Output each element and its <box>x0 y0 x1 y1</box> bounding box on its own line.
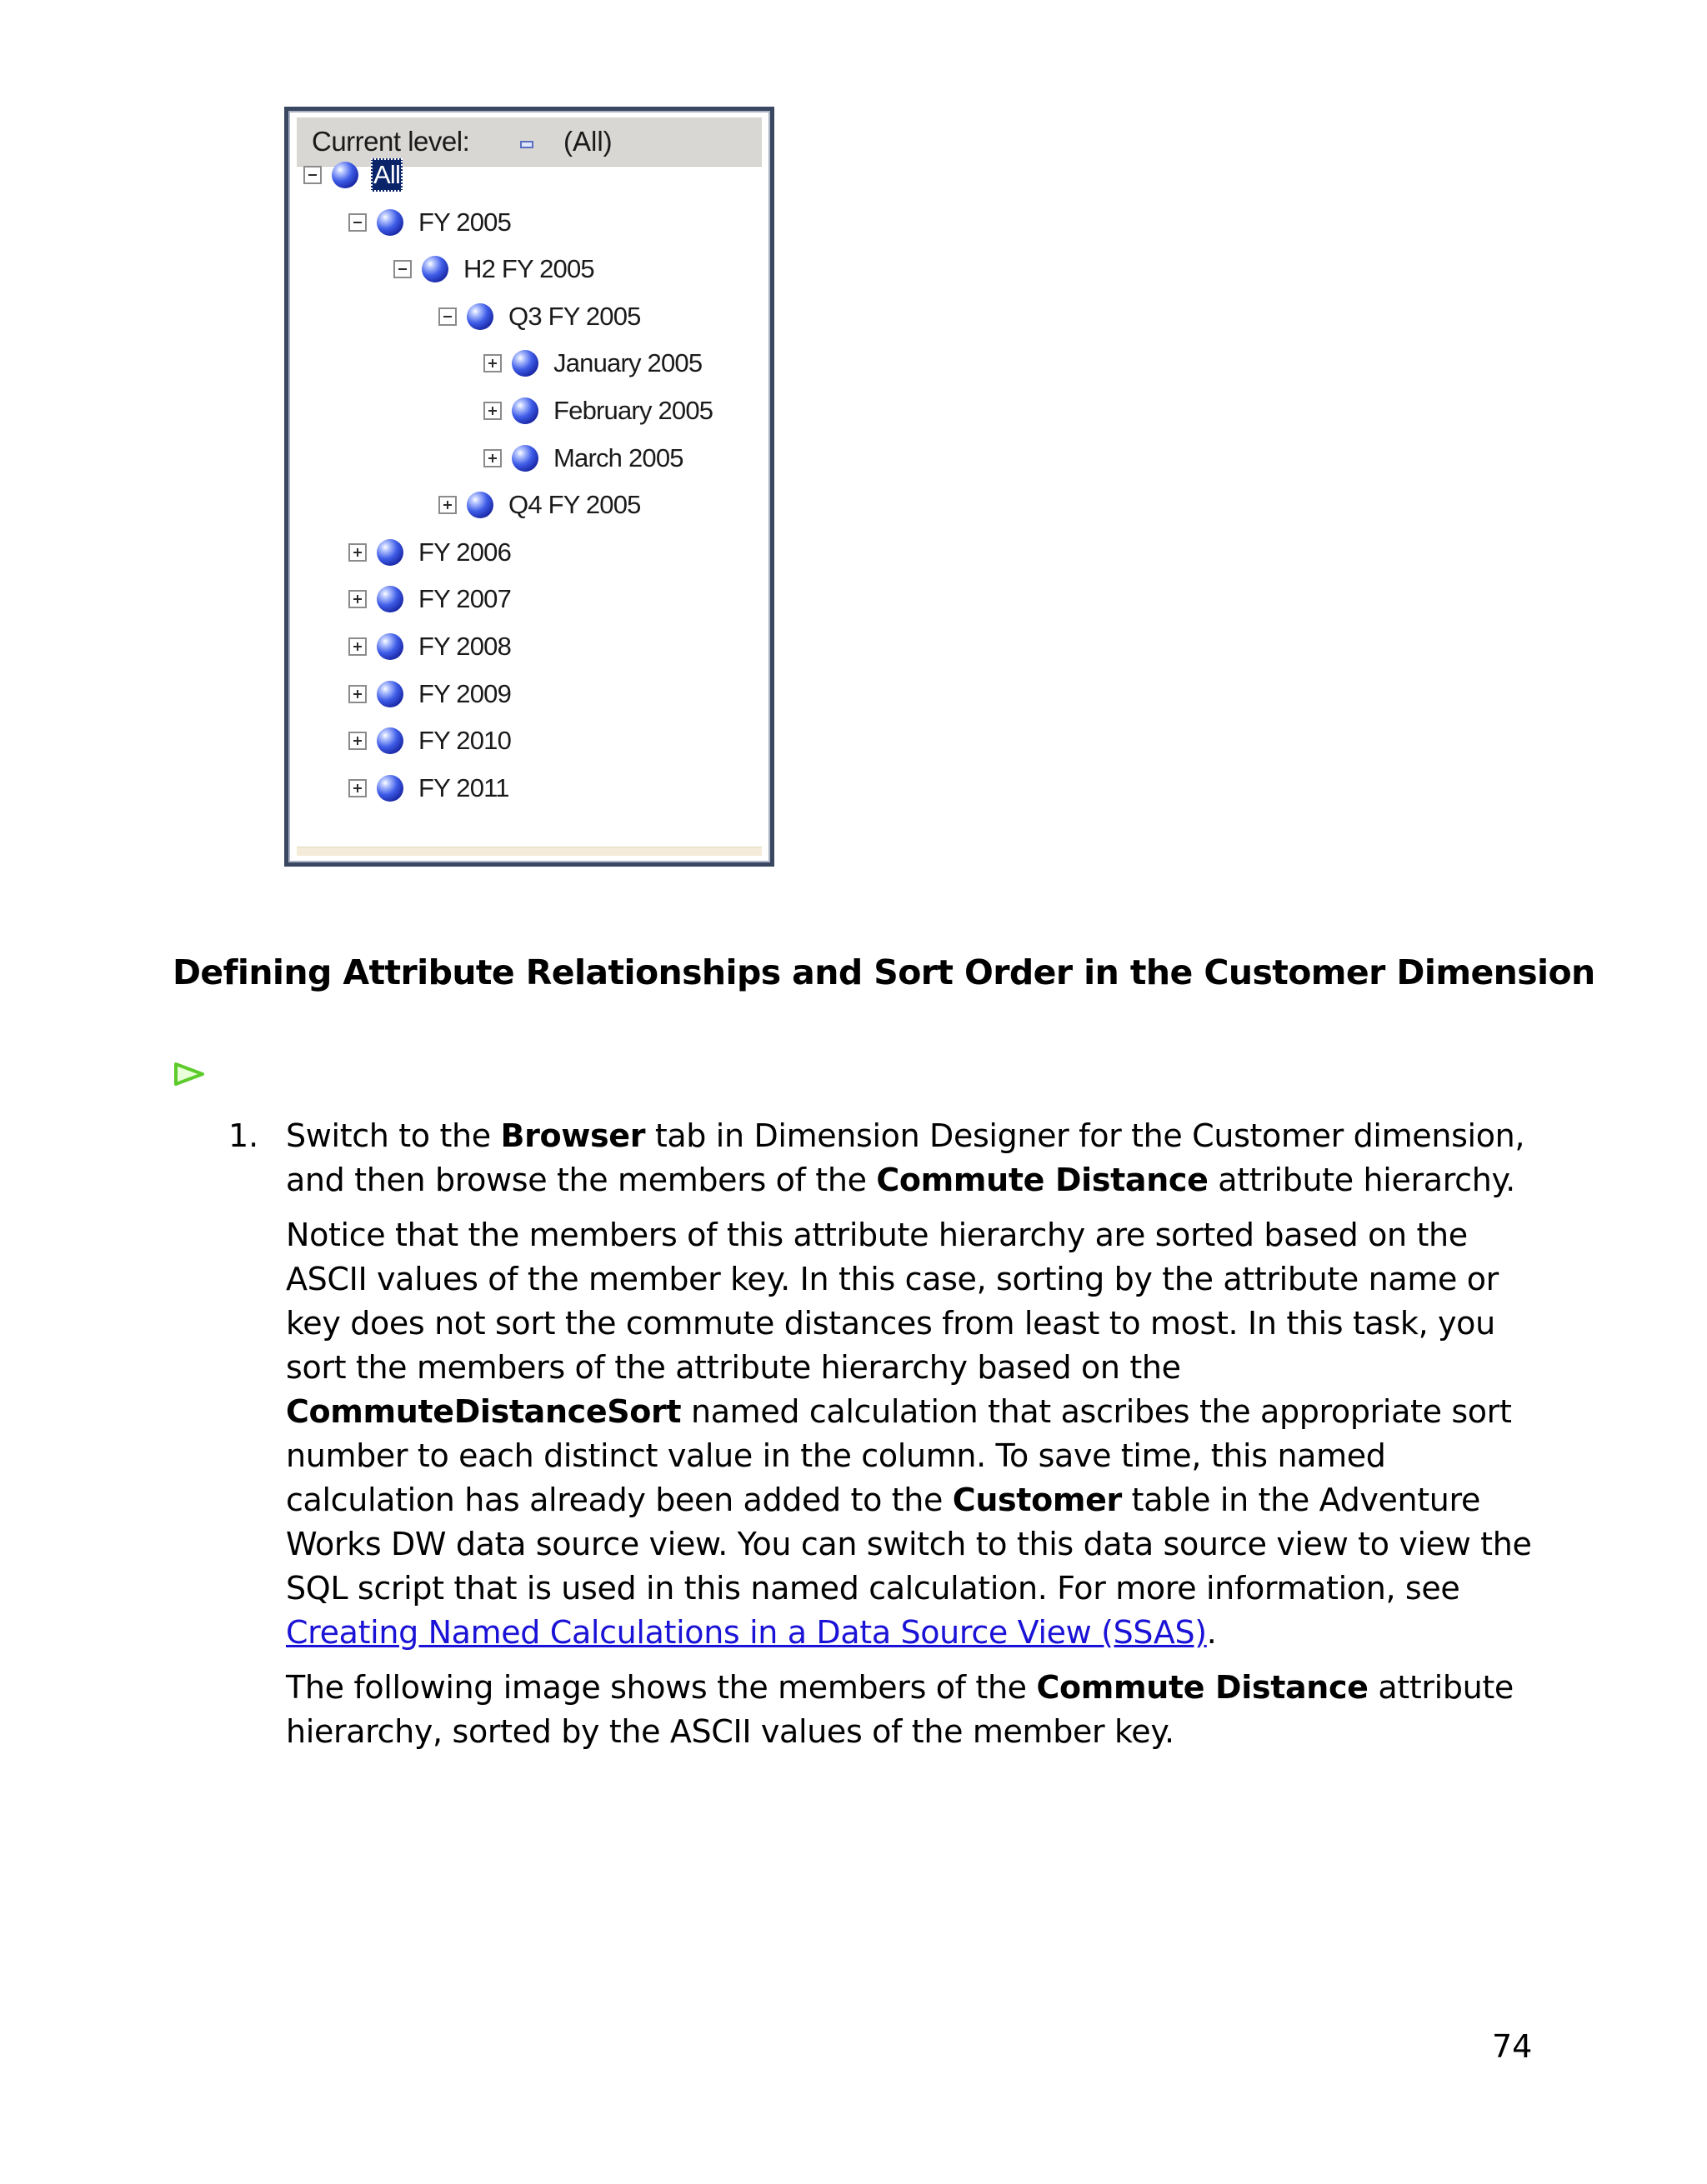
member-icon <box>422 256 448 282</box>
named-calculations-link[interactable]: Creating Named Calculations in a Data Source View (SSAS) <box>286 1614 1207 1651</box>
member-icon <box>512 350 538 377</box>
tree-node-label[interactable]: FY 2007 <box>418 584 512 613</box>
tree-node-label[interactable]: FY 2009 <box>418 679 512 708</box>
text-run: tab in Dimension Designer for the Customer dimension, and then browse the members of the <box>286 1117 1525 1198</box>
page-number: 74 <box>1492 2028 1533 2065</box>
expand-icon[interactable] <box>483 449 502 467</box>
tree-node-label[interactable]: FY 2011 <box>418 773 509 802</box>
tree-node-label[interactable]: March 2005 <box>553 443 683 472</box>
tree-node-label[interactable]: FY 2010 <box>418 726 512 755</box>
expand-icon[interactable] <box>348 732 367 750</box>
expand-icon[interactable] <box>348 590 367 608</box>
tree-node[interactable] <box>348 532 511 573</box>
tree-node[interactable] <box>348 767 509 809</box>
tree-node-label[interactable]: Q3 FY 2005 <box>508 302 641 331</box>
tree-node[interactable] <box>303 154 403 196</box>
text-run: Notice that the members of this attribute hierarchy are sorted based on the ASCII values of the member key. In this case, sorting by the attribute name or key does not sort the commute distances from least to most. In this task, you sort the members of the attribute hierarchy based on the <box>286 1217 1499 1386</box>
tree-node-label[interactable]: January 2005 <box>553 348 703 377</box>
tree-node[interactable] <box>348 720 511 762</box>
text-run: Switch to the <box>286 1117 501 1154</box>
collapse-icon[interactable] <box>393 260 412 278</box>
ui-term-commute-distance: Commute Distance <box>1036 1669 1369 1706</box>
member-icon <box>467 492 493 518</box>
member-icon <box>377 633 403 660</box>
tree-node-label[interactable]: H2 FY 2005 <box>463 254 594 283</box>
current-level-value[interactable]: (All) <box>563 126 613 157</box>
member-icon <box>377 586 403 612</box>
step-1 <box>286 1114 1544 1754</box>
expand-icon[interactable] <box>348 637 367 656</box>
current-level-label: Current level: <box>312 126 470 157</box>
ui-term-customer: Customer <box>952 1482 1122 1518</box>
tree-node-label[interactable]: February 2005 <box>553 396 713 425</box>
tree-node-label[interactable]: FY 2005 <box>418 207 512 237</box>
text-run: attribute hierarchy. <box>1208 1162 1515 1198</box>
tree-node[interactable] <box>393 248 594 290</box>
step-1-note <box>286 1213 1544 1655</box>
tree-node-label[interactable]: FY 2006 <box>418 537 512 567</box>
member-icon <box>377 727 403 754</box>
member-icon <box>467 303 493 330</box>
member-icon <box>512 397 538 424</box>
tree-node-label[interactable]: FY 2008 <box>418 632 512 661</box>
section-heading: Defining Attribute Relationships and Sort Order in the Customer Dimension <box>173 952 1595 992</box>
tree-node-label[interactable]: Q4 FY 2005 <box>508 490 641 519</box>
tree-node[interactable] <box>483 342 702 384</box>
member-icon <box>377 775 403 802</box>
collapse-icon[interactable] <box>438 307 457 326</box>
ui-term-commute-distance: Commute Distance <box>876 1162 1209 1198</box>
member-icon <box>377 681 403 707</box>
tree-node-label[interactable]: All <box>371 158 403 192</box>
hierarchy-browser-screenshot <box>284 107 774 867</box>
expand-icon[interactable] <box>483 354 502 372</box>
tree-node[interactable] <box>348 673 511 715</box>
text-run: named calculation that ascribes the appropriate sort number to each distinct value in the column. To save time, this named calculation has already been added to the <box>286 1393 1512 1518</box>
expand-icon[interactable] <box>438 496 457 514</box>
text-run: attribute hierarchy, sorted by the ASCII values of the member key. <box>286 1669 1514 1750</box>
text-run: table in the Adventure Works DW data source view. You can switch to this data source view to view the SQL script that is used in this named calculation. For more information, see <box>286 1482 1532 1607</box>
ui-term-commutedistancesort: CommuteDistanceSort <box>286 1393 682 1430</box>
tree-node[interactable] <box>438 484 641 526</box>
expand-icon[interactable] <box>348 685 367 703</box>
tree-node[interactable] <box>348 578 511 620</box>
level-icon <box>520 141 533 148</box>
expand-icon[interactable] <box>483 402 502 420</box>
step-1-instruction <box>286 1114 1544 1202</box>
step-number: 1. <box>228 1117 259 1154</box>
tree-node[interactable] <box>348 202 511 243</box>
member-icon <box>332 162 358 188</box>
collapse-icon[interactable] <box>348 213 367 232</box>
member-icon <box>377 209 403 236</box>
tree-node[interactable] <box>483 390 713 432</box>
text-run: The following image shows the members of the <box>286 1669 1037 1706</box>
member-icon <box>512 445 538 472</box>
ui-term-browser: Browser <box>500 1117 646 1154</box>
expand-icon[interactable] <box>348 779 367 797</box>
panel-bottom-strip <box>297 847 762 856</box>
tree-node[interactable] <box>483 437 683 479</box>
text-run: . <box>1206 1614 1217 1651</box>
tree-node[interactable] <box>438 296 641 337</box>
tree-node[interactable] <box>348 626 511 667</box>
collapse-icon[interactable] <box>303 166 322 184</box>
member-icon <box>377 539 403 566</box>
expand-icon[interactable] <box>348 543 367 562</box>
step-1-image-caption <box>286 1666 1544 1754</box>
procedure-arrow-icon <box>173 1062 205 1087</box>
